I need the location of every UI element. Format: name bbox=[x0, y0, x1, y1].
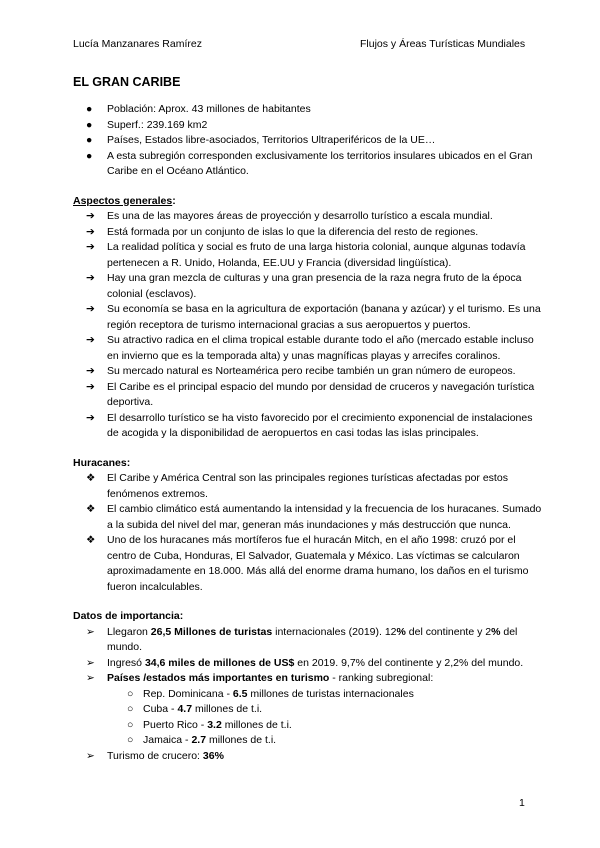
arrow-icon: ➔ bbox=[86, 303, 95, 315]
diamond-icon: ❖ bbox=[86, 503, 96, 515]
ranking-item: ○ Puerto Rico - 3.2 millones de t.i. bbox=[73, 718, 543, 734]
document-body bbox=[73, 102, 543, 764]
list-item: ● Países, Estados libre-asociados, Territorios Ultraperiféricos de la UE… bbox=[73, 133, 543, 149]
bullet-icon: ● bbox=[86, 149, 93, 162]
list-item: ➔ Hay una gran mezcla de culturas y una gran presencia de la raza negra fruto de la época colonial (esclavos). bbox=[86, 272, 522, 300]
aspectos-list bbox=[73, 209, 543, 442]
section-heading-aspectos: Aspectos generales: bbox=[73, 194, 176, 207]
section-heading-datos: Datos de importancia: bbox=[73, 610, 184, 622]
list-item: ➢ Países /estados más importantes en turismo - ranking subregional: ○ Rep. Dominicana - 6.5 millones de turistas internacionales ○ Cuba - 4.7 millones de t.i. ○ Puerto Rico - 3.2 millones de t.i. ○ Jamaica - 2.7 millones de t.i. bbox=[73, 671, 543, 749]
list-item: ➢ Turismo de crucero: 36% bbox=[73, 749, 543, 765]
list-item: ➔ Su atractivo radica en el clima tropical estable durante todo el año (mercado estable incluso en invierno que es la temporada alta) y unas magníficas playas y arrecifes coralinos. bbox=[86, 334, 534, 362]
ranking-list bbox=[73, 687, 543, 749]
diamond-icon: ❖ bbox=[86, 472, 96, 484]
list-item: ➢ Ingresó 34,6 miles de millones de US$ en 2019. 9,7% del continente y 2,2% del mundo. bbox=[73, 656, 543, 672]
circle-icon: ○ bbox=[127, 718, 134, 731]
huracanes-list bbox=[73, 471, 543, 595]
list-item: ➔ Su economía se basa en la agricultura de exportación (banana y azúcar) y el turismo. Es una región receptora de turismo internacional gracias a sus aeropuertos y puertos. bbox=[86, 303, 541, 331]
arrow-icon: ➔ bbox=[86, 411, 95, 424]
chevron-icon: ➢ bbox=[86, 656, 95, 669]
list-item: ➔ El Caribe es el principal espacio del mundo por densidad de cruceros y navegación turística deportiva. bbox=[86, 380, 535, 408]
list-item: ➔ Está formada por un conjunto de islas lo que la diferencia del resto de regiones. bbox=[73, 225, 543, 241]
list-item: ❖ El cambio climático está aumentando la intensidad y la frecuencia de los huracanes. Sumado a la subida del nivel del mar, generan más inundaciones y más destrucción que nunca. bbox=[86, 503, 542, 531]
ranking-item: ○ Jamaica - 2.7 millones de t.i. bbox=[73, 733, 543, 749]
circle-icon: ○ bbox=[127, 703, 134, 715]
arrow-icon: ➔ bbox=[86, 225, 95, 238]
chevron-icon: ➢ bbox=[86, 672, 95, 684]
arrow-icon: ➔ bbox=[86, 272, 95, 284]
circle-icon: ○ bbox=[127, 687, 134, 700]
header-author: Lucía Manzanares Ramírez bbox=[73, 38, 202, 50]
list-item: ➢ Llegaron 26,5 Millones de turistas internacionales (2019). 12% del continente y 2% del mundo. bbox=[86, 625, 518, 653]
list-item: ➔ La realidad política y social es fruto de una larga historia colonial, aunque algunas todavía pertenecen a R. Unido, Holanda, EE.UU y Francia (diversidad lingüística). bbox=[86, 241, 526, 269]
chevron-icon: ➢ bbox=[86, 749, 95, 762]
list-item: ➔ Su mercado natural es Norteamérica pero recibe también un gran número de europeos. bbox=[73, 364, 543, 380]
arrow-icon: ➔ bbox=[86, 365, 95, 377]
list-item: ● Población: Aprox. 43 millones de habitantes bbox=[73, 102, 543, 118]
ranking-item: ○ Rep. Dominicana - 6.5 millones de turistas internacionales bbox=[73, 687, 543, 703]
datos-list bbox=[73, 625, 543, 765]
list-item: ❖ Uno de los huracanes más mortíferos fue el huracán Mitch, en el año 1998: cruzó por el centro de Cuba, Honduras, El Salvador, Guatemala y México. Las víctimas se calcularon aproximadamente en 18.000. Más allá del enorme drama humano, los daños en el turismo fueron incalculables. bbox=[86, 534, 529, 593]
arrow-icon: ➔ bbox=[86, 334, 95, 346]
list-item: ● Superf.: 239.169 km2 bbox=[73, 118, 543, 134]
page-number: 1 bbox=[519, 797, 525, 809]
bullet-icon: ● bbox=[86, 118, 93, 131]
list-item: ❖ El Caribe y América Central son las principales regiones turísticas afectadas por estos fenómenos extremos. bbox=[86, 472, 508, 500]
arrow-icon: ➔ bbox=[86, 241, 95, 253]
ranking-item: ○ Cuba - 4.7 millones de t.i. bbox=[73, 702, 543, 718]
arrow-icon: ➔ bbox=[86, 380, 95, 393]
list-item: ● A esta subregión corresponden exclusivamente los territorios insulares ubicados en el Gran Caribe en el Océano Atlántico. bbox=[86, 149, 533, 177]
list-item: ➔ El desarrollo turístico se ha visto favorecido por el crecimiento exponencial de instalaciones de acogida y la disponibilidad de aeropuertos en casi todas las islas principales. bbox=[86, 411, 533, 439]
section-heading-huracanes: Huracanes: bbox=[73, 456, 131, 469]
list-item: ➔ Es una de las mayores áreas de proyección y desarrollo turístico a escala mundial. bbox=[73, 209, 543, 225]
intro-list bbox=[73, 102, 543, 180]
arrow-icon: ➔ bbox=[86, 210, 95, 222]
bullet-icon: ● bbox=[86, 134, 93, 146]
circle-icon: ○ bbox=[127, 734, 134, 746]
chevron-icon: ➢ bbox=[86, 625, 95, 638]
header-course: Flujos y Áreas Turísticas Mundiales bbox=[360, 38, 526, 50]
diamond-icon: ❖ bbox=[86, 534, 96, 546]
page-title: EL GRAN CARIBE bbox=[73, 75, 181, 89]
bullet-icon: ● bbox=[86, 103, 93, 115]
